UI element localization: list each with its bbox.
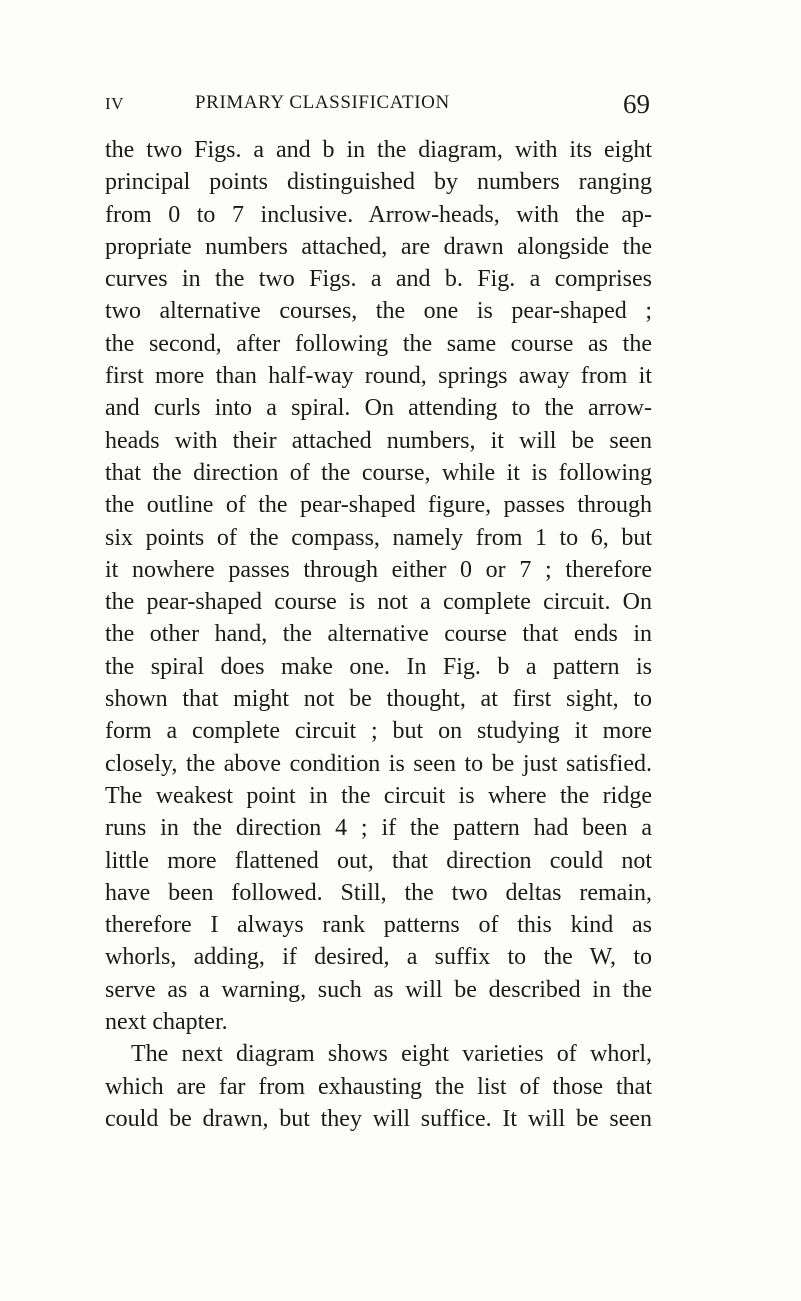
text-line: it nowhere passes through either 0 or 7 ; therefore (105, 556, 652, 583)
text-line: the two Figs. a and b in the diagram, with its eight (105, 137, 652, 163)
text-line: first more than half-way round, springs away from it (105, 363, 652, 390)
text-line: the outline of the pear-shaped figure, passes through (105, 492, 652, 519)
chapter-numeral: IV (105, 94, 124, 113)
text-line: have been followed. Still, the two deltas remain, (105, 879, 652, 906)
text-line: the spiral does make one. In Fig. b a pattern is (105, 653, 652, 680)
text-line: shown that might not be thought, at first sight, to (105, 686, 652, 713)
text-line: from 0 to 7 inclusive. Arrow-heads, with the ap- (105, 201, 652, 228)
body-text (105, 134, 652, 1135)
text-line: the pear-shaped course is not a complete circuit. On (105, 589, 652, 616)
text-line: next chapter. (105, 1009, 228, 1036)
running-head (105, 89, 650, 122)
text-line: which are far from exhausting the list of those that (105, 1073, 652, 1100)
text-line: The next diagram shows eight varieties of whorl, (131, 1041, 652, 1068)
text-line: serve as a warning, such as will be described in the (105, 976, 652, 1003)
text-line: six points of the compass, namely from 1 to 6, but (105, 524, 652, 551)
text-line: whorls, adding, if desired, a suffix to the W, to (105, 944, 652, 971)
text-line: little more flattened out, that direction could not (105, 847, 652, 874)
text-line: The weakest point in the circuit is where the ridge (105, 782, 652, 809)
text-line: closely, the above condition is seen to be just satisfied. (105, 750, 652, 777)
text-line: principal points distinguished by numbers ranging (105, 169, 652, 196)
text-line: the other hand, the alternative course that ends in (105, 621, 652, 648)
text-line: runs in the direction 4 ; if the pattern had been a (105, 815, 652, 842)
text-line: the second, after following the same course as the (105, 330, 652, 357)
text-line: curves in the two Figs. a and b. Fig. a comprises (105, 266, 652, 293)
text-line: heads with their attached numbers, it will be seen (105, 427, 652, 454)
text-line: two alternative courses, the one is pear-shaped ; (105, 298, 652, 325)
running-title: PRIMARY CLASSIFICATION (195, 92, 450, 113)
text-line: that the direction of the course, while it is following (105, 459, 652, 486)
text-line: therefore I always rank patterns of this kind as (105, 912, 652, 939)
page-number: 69 (623, 89, 650, 119)
text-line: could be drawn, but they will suffice. It will be seen (105, 1105, 652, 1132)
text-line: form a complete circuit ; but on studying it more (105, 718, 652, 745)
text-line: and curls into a spiral. On attending to the arrow- (105, 395, 652, 422)
text-line: propriate numbers attached, are drawn alongside the (105, 233, 652, 260)
